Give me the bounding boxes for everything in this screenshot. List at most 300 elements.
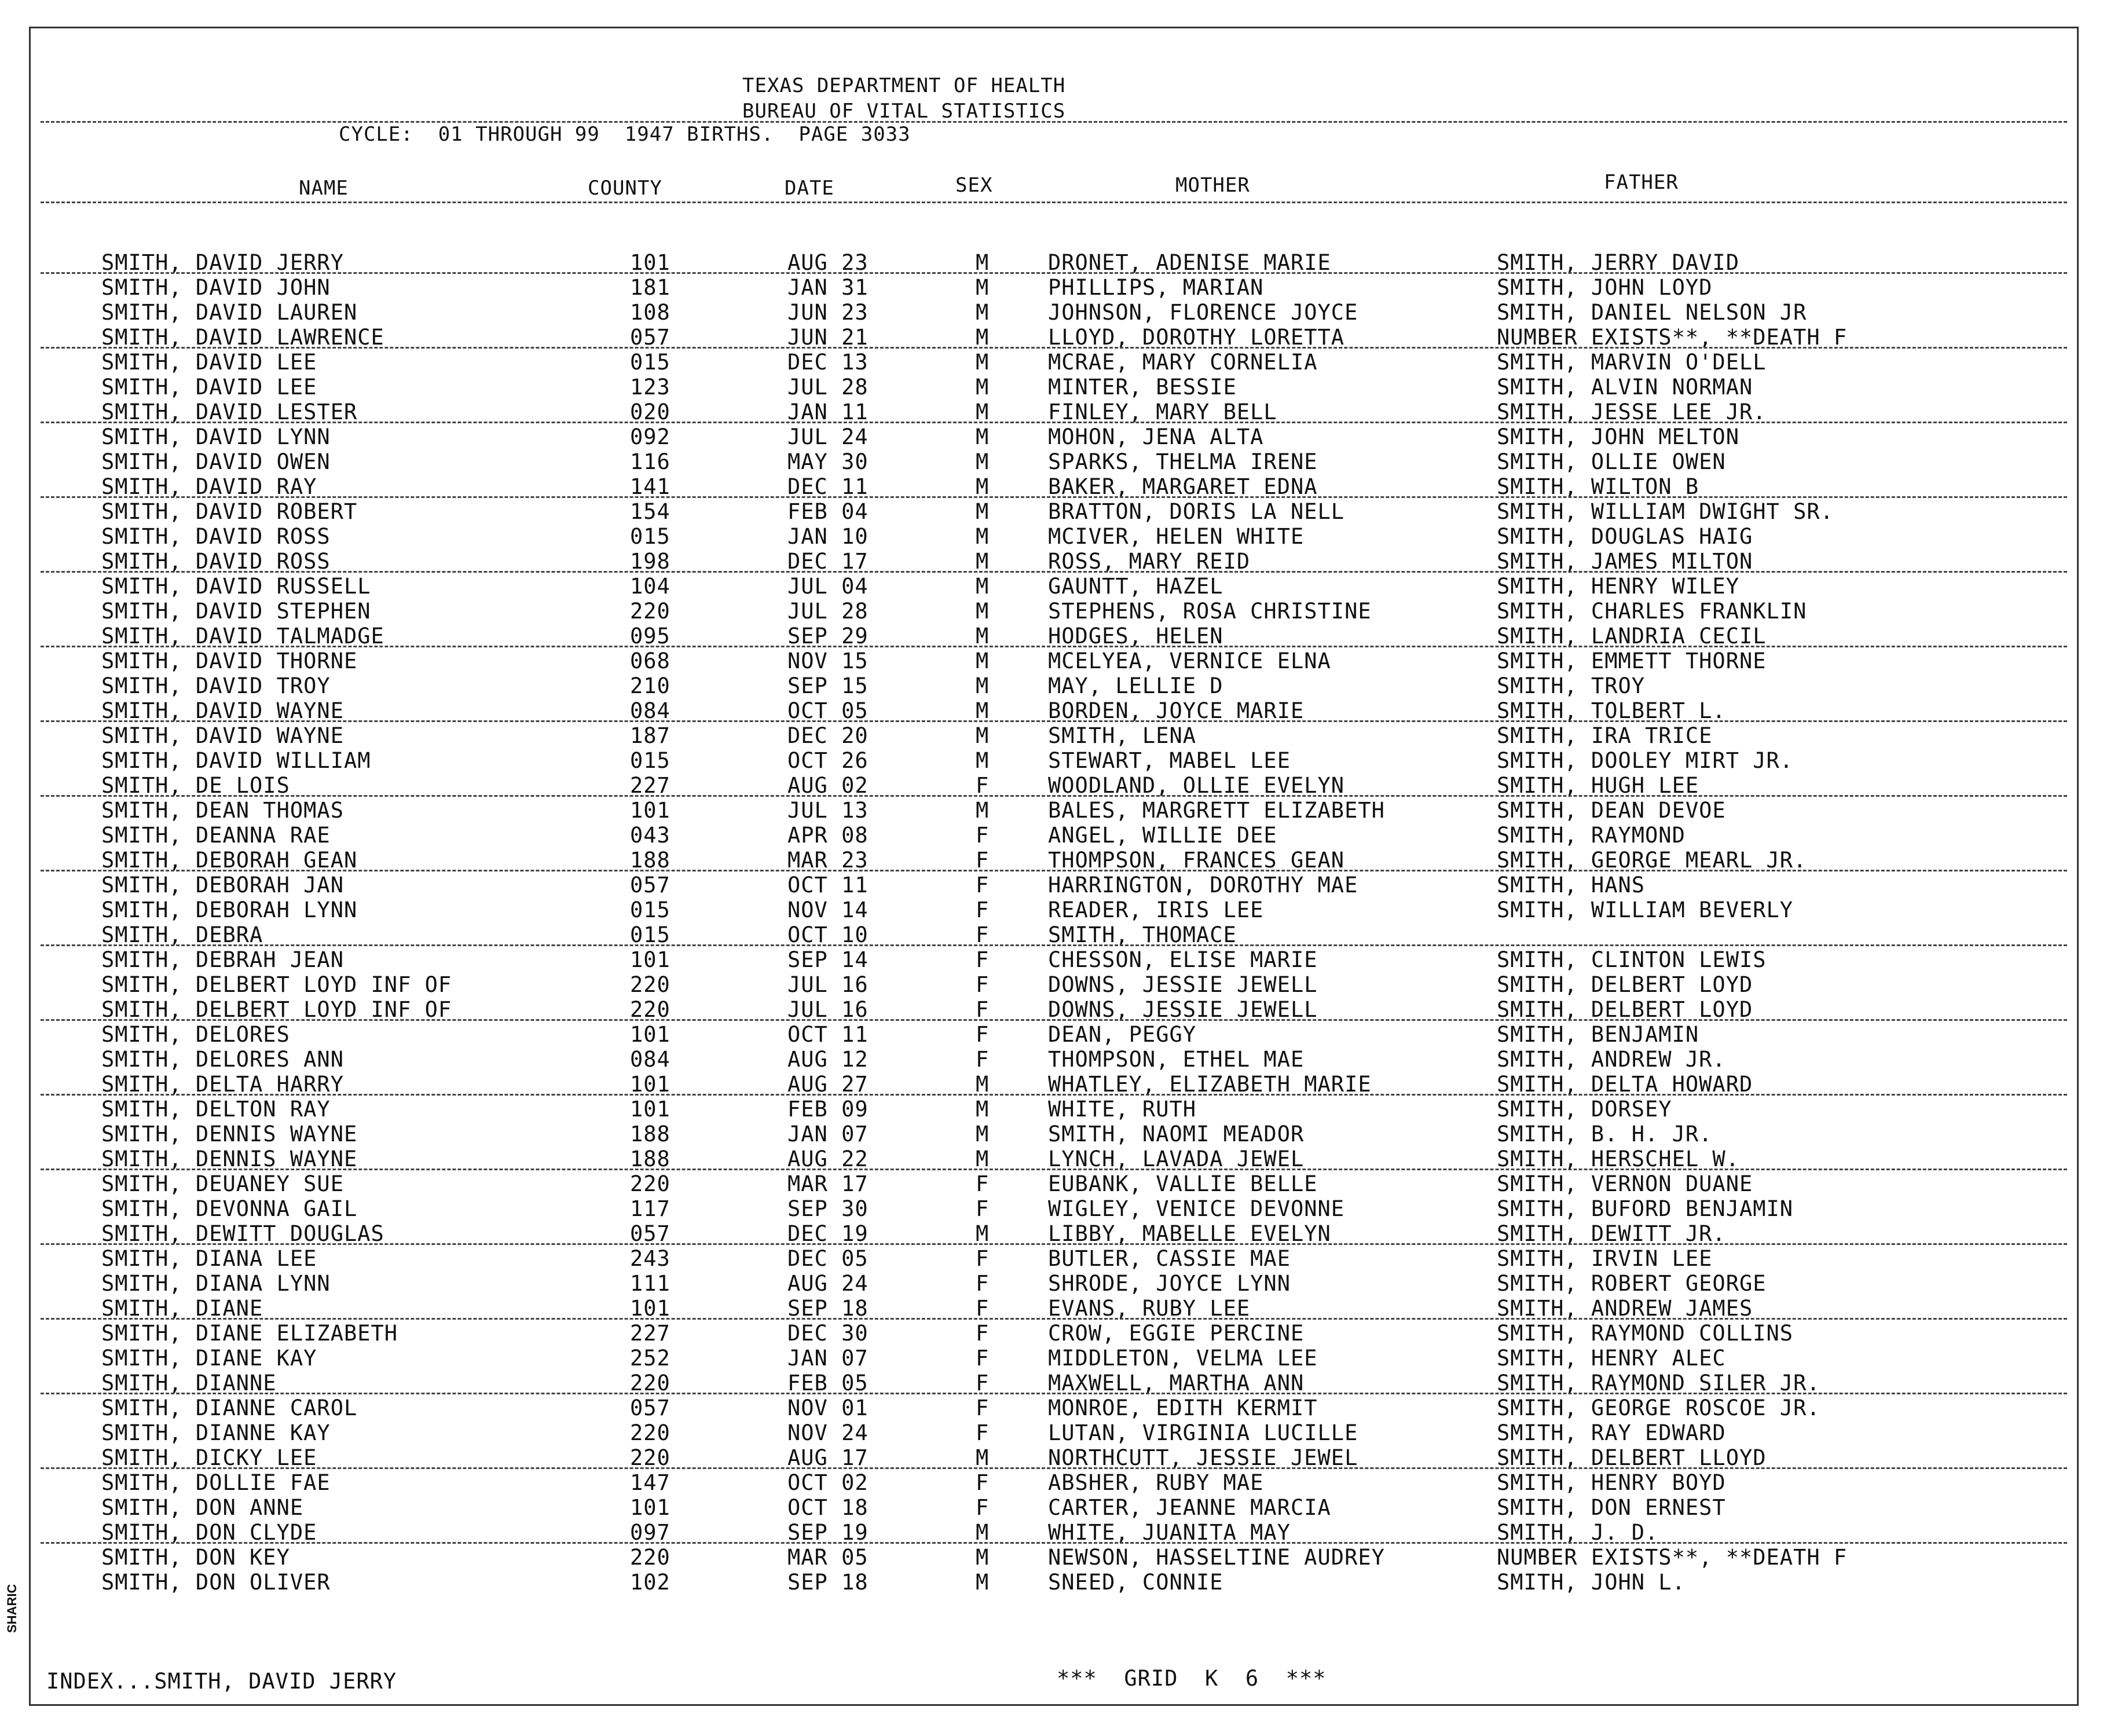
department-title: TEXAS DEPARTMENT OF HEALTH <box>742 74 1066 97</box>
cell-date: AUG 22 <box>787 1147 869 1171</box>
cell-county: 102 <box>630 1570 671 1595</box>
table-row <box>0 1221 2084 1246</box>
cell-sex: M <box>976 748 990 773</box>
cell-date: OCT 18 <box>787 1495 869 1520</box>
cell-mother: DOWNS, JESSIE JEWELL <box>1048 997 1318 1022</box>
cell-father: SMITH, DELBERT LOYD <box>1497 972 1753 997</box>
cell-county: 227 <box>630 773 671 798</box>
cell-name: SMITH, DENNIS WAYNE <box>101 1122 358 1147</box>
cell-date: NOV 24 <box>787 1420 869 1445</box>
cell-mother: LIBBY, MABELLE EVELYN <box>1048 1221 1331 1246</box>
row-group-divider <box>41 422 2067 423</box>
cell-mother: BALES, MARGRETT ELIZABETH <box>1048 798 1385 823</box>
table-row <box>0 300 2084 325</box>
cell-name: SMITH, DELORES <box>101 1022 290 1047</box>
table-row <box>0 350 2084 375</box>
cell-father: SMITH, DELBERT LLOYD <box>1497 1445 1767 1470</box>
cell-mother: EVANS, RUBY LEE <box>1048 1296 1251 1321</box>
bureau-title: BUREAU OF VITAL STATISTICS <box>742 100 1066 123</box>
cell-county: 227 <box>630 1321 671 1346</box>
cell-date: SEP 19 <box>787 1520 869 1545</box>
cell-sex: F <box>976 1346 990 1371</box>
cell-sex: F <box>976 848 990 873</box>
cell-date: JUL 24 <box>787 424 869 449</box>
table-row <box>0 1396 2084 1420</box>
cell-date: DEC 13 <box>787 350 869 375</box>
cell-county: 220 <box>630 1420 671 1445</box>
cell-county: 220 <box>630 997 671 1022</box>
cell-name: SMITH, DEWITT DOUGLAS <box>101 1221 384 1246</box>
cell-mother: ROSS, MARY REID <box>1048 549 1251 574</box>
cell-county: 108 <box>630 300 671 325</box>
cell-date: SEP 15 <box>787 673 869 698</box>
cell-mother: LYNCH, LAVADA JEWEL <box>1048 1147 1305 1171</box>
cell-sex: M <box>976 574 990 599</box>
cell-mother: CROW, EGGIE PERCINE <box>1048 1321 1305 1346</box>
cell-sex: F <box>976 823 990 848</box>
cell-father: SMITH, DORSEY <box>1497 1097 1672 1122</box>
cell-date: DEC 17 <box>787 549 869 574</box>
cell-county: 220 <box>630 1371 671 1396</box>
cell-date: NOV 14 <box>787 898 869 922</box>
cell-county: 111 <box>630 1271 671 1296</box>
cell-sex: F <box>976 898 990 922</box>
cell-mother: MCRAE, MARY CORNELIA <box>1048 350 1318 375</box>
table-row <box>0 424 2084 449</box>
cell-sex: M <box>976 250 990 275</box>
cell-mother: MOHON, JENA ALTA <box>1048 424 1264 449</box>
row-group-divider <box>41 347 2067 349</box>
cell-mother: DEAN, PEGGY <box>1048 1022 1197 1047</box>
cell-county: 220 <box>630 972 671 997</box>
cell-date: AUG 17 <box>787 1445 869 1470</box>
cell-sex: M <box>976 449 990 474</box>
cell-name: SMITH, DON ANNE <box>101 1495 304 1520</box>
cell-father: SMITH, HERSCHEL W. <box>1497 1147 1739 1171</box>
cell-father: SMITH, TROY <box>1497 673 1646 698</box>
side-mark: SHARIC <box>5 1584 19 1633</box>
cell-father: SMITH, J. D. <box>1497 1520 1659 1545</box>
column-header-divider <box>41 202 2067 203</box>
cell-sex: F <box>976 922 990 947</box>
cell-father: SMITH, JOHN L. <box>1497 1570 1686 1595</box>
row-group-divider <box>41 646 2067 647</box>
cell-name: SMITH, DAVID STEPHEN <box>101 599 371 624</box>
cell-sex: F <box>976 1495 990 1520</box>
cell-date: MAR 05 <box>787 1545 869 1570</box>
cell-father: SMITH, DEWITT JR. <box>1497 1221 1726 1246</box>
cell-father: SMITH, HENRY ALEC <box>1497 1346 1726 1371</box>
cell-name: SMITH, DELBERT LOYD INF OF <box>101 972 452 997</box>
table-row <box>0 375 2084 400</box>
cell-date: NOV 15 <box>787 649 869 673</box>
cell-county: 104 <box>630 574 671 599</box>
cell-sex: M <box>976 698 990 723</box>
cell-name: SMITH, DON CLYDE <box>101 1520 317 1545</box>
cell-father: SMITH, JESSE LEE JR. <box>1497 400 1767 424</box>
cell-county: 188 <box>630 1147 671 1171</box>
cell-father: SMITH, HENRY WILEY <box>1497 574 1739 599</box>
cell-date: FEB 09 <box>787 1097 869 1122</box>
row-group-divider <box>41 795 2067 797</box>
cell-county: 188 <box>630 1122 671 1147</box>
table-row <box>0 1545 2084 1570</box>
cell-name: SMITH, DOLLIE FAE <box>101 1470 331 1495</box>
cell-father: SMITH, WILLIAM DWIGHT SR. <box>1497 499 1834 524</box>
cell-name: SMITH, DEBRAH JEAN <box>101 947 344 972</box>
table-row <box>0 275 2084 300</box>
cell-father: SMITH, CHARLES FRANKLIN <box>1497 599 1807 624</box>
cell-name: SMITH, DON OLIVER <box>101 1570 331 1595</box>
table-row <box>0 1445 2084 1470</box>
row-group-divider <box>41 1019 2067 1021</box>
cell-county: 015 <box>630 350 671 375</box>
cell-mother: ABSHER, RUBY MAE <box>1048 1470 1264 1495</box>
cell-father: SMITH, TOLBERT L. <box>1497 698 1726 723</box>
cell-mother: THOMPSON, ETHEL MAE <box>1048 1047 1305 1072</box>
cell-sex: F <box>976 1470 990 1495</box>
cell-county: 057 <box>630 325 671 350</box>
cell-father: SMITH, MARVIN O'DELL <box>1497 350 1767 375</box>
cell-sex: M <box>976 599 990 624</box>
table-row <box>0 723 2084 748</box>
cell-date: JUL 16 <box>787 972 869 997</box>
cell-sex: M <box>976 624 990 649</box>
cell-mother: BUTLER, CASSIE MAE <box>1048 1246 1291 1271</box>
cell-name: SMITH, DAVID ROBERT <box>101 499 358 524</box>
cell-sex: F <box>976 1047 990 1072</box>
cell-mother: LLOYD, DOROTHY LORETTA <box>1048 325 1345 350</box>
cell-father: SMITH, CLINTON LEWIS <box>1497 947 1767 972</box>
cell-sex: F <box>976 947 990 972</box>
cell-date: JAN 07 <box>787 1122 869 1147</box>
table-row <box>0 1147 2084 1171</box>
cell-date: SEP 30 <box>787 1196 869 1221</box>
cell-date: JUL 28 <box>787 599 869 624</box>
cell-date: MAR 23 <box>787 848 869 873</box>
cell-mother: FINLEY, MARY BELL <box>1048 400 1277 424</box>
table-row <box>0 673 2084 698</box>
cell-name: SMITH, DAVID LAWRENCE <box>101 325 384 350</box>
table-row <box>0 1022 2084 1047</box>
cell-mother: WHATLEY, ELIZABETH MARIE <box>1048 1072 1372 1097</box>
table-row <box>0 1371 2084 1396</box>
cell-county: 015 <box>630 748 671 773</box>
cell-mother: STEPHENS, ROSA CHRISTINE <box>1048 599 1372 624</box>
table-row <box>0 250 2084 275</box>
cell-county: 252 <box>630 1346 671 1371</box>
table-row <box>0 1296 2084 1321</box>
cell-sex: F <box>976 1171 990 1196</box>
cell-mother: MAY, LELLIE D <box>1048 673 1223 698</box>
row-group-divider <box>41 571 2067 573</box>
cell-sex: M <box>976 723 990 748</box>
cell-mother: PHILLIPS, MARIAN <box>1048 275 1264 300</box>
cell-sex: F <box>976 1321 990 1346</box>
cell-sex: F <box>976 1420 990 1445</box>
column-header-county: COUNTY <box>588 177 662 200</box>
table-row <box>0 549 2084 574</box>
table-row <box>0 748 2084 773</box>
table-row <box>0 325 2084 350</box>
column-header-father: FATHER <box>1604 171 1679 194</box>
cell-mother: READER, IRIS LEE <box>1048 898 1264 922</box>
cell-mother: SPARKS, THELMA IRENE <box>1048 449 1318 474</box>
cell-father: SMITH, ANDREW JR. <box>1497 1047 1726 1072</box>
cell-name: SMITH, DAVID JERRY <box>101 250 344 275</box>
cell-sex: M <box>976 400 990 424</box>
cell-name: SMITH, DAVID LEE <box>101 350 317 375</box>
cell-name: SMITH, DAVID WILLIAM <box>101 748 371 773</box>
cell-father: SMITH, LANDRIA CECIL <box>1497 624 1767 649</box>
cell-county: 043 <box>630 823 671 848</box>
cell-sex: F <box>976 1246 990 1271</box>
cell-date: AUG 02 <box>787 773 869 798</box>
table-row <box>0 1246 2084 1271</box>
table-row <box>0 1097 2084 1122</box>
cell-date: MAY 30 <box>787 449 869 474</box>
cell-father: SMITH, ANDREW JAMES <box>1497 1296 1753 1321</box>
cell-mother: DOWNS, JESSIE JEWELL <box>1048 972 1318 997</box>
cell-mother: WHITE, JUANITA MAY <box>1048 1520 1291 1545</box>
column-header-name: NAME <box>299 177 349 200</box>
cell-mother: NEWSON, HASSELTINE AUDREY <box>1048 1545 1385 1570</box>
row-group-divider <box>41 720 2067 722</box>
cell-name: SMITH, DEBRA <box>101 922 263 947</box>
table-row <box>0 1196 2084 1221</box>
cell-county: 101 <box>630 1097 671 1122</box>
cell-date: FEB 04 <box>787 499 869 524</box>
cell-father: SMITH, RAYMOND <box>1497 823 1686 848</box>
cell-sex: M <box>976 673 990 698</box>
cell-name: SMITH, DIANNE CAROL <box>101 1396 358 1420</box>
cell-father: SMITH, IRA TRICE <box>1497 723 1713 748</box>
cell-mother: WHITE, RUTH <box>1048 1097 1197 1122</box>
cell-father: SMITH, DOOLEY MIRT JR. <box>1497 748 1794 773</box>
cell-name: SMITH, DE LOIS <box>101 773 290 798</box>
cell-name: SMITH, DIANA LEE <box>101 1246 317 1271</box>
cell-name: SMITH, DIANE ELIZABETH <box>101 1321 398 1346</box>
cell-county: 123 <box>630 375 671 400</box>
cell-name: SMITH, DIANE <box>101 1296 263 1321</box>
cell-father: SMITH, JERRY DAVID <box>1497 250 1739 275</box>
column-header-sex: SEX <box>955 174 993 197</box>
cell-date: SEP 18 <box>787 1570 869 1595</box>
cell-county: 101 <box>630 947 671 972</box>
cell-sex: F <box>976 1296 990 1321</box>
cell-mother: MCELYEA, VERNICE ELNA <box>1048 649 1331 673</box>
cell-county: 057 <box>630 1396 671 1420</box>
cell-mother: SHRODE, JOYCE LYNN <box>1048 1271 1291 1296</box>
cell-date: JUL 28 <box>787 375 869 400</box>
cell-father: SMITH, RAYMOND SILER JR. <box>1497 1371 1820 1396</box>
cell-mother: CHESSON, ELISE MARIE <box>1048 947 1318 972</box>
table-row <box>0 574 2084 599</box>
cell-sex: M <box>976 499 990 524</box>
table-row <box>0 798 2084 823</box>
cell-mother: WOODLAND, OLLIE EVELYN <box>1048 773 1345 798</box>
cell-mother: MIDDLETON, VELMA LEE <box>1048 1346 1318 1371</box>
cell-date: JUL 16 <box>787 997 869 1022</box>
cell-sex: M <box>976 1545 990 1570</box>
cell-county: 084 <box>630 698 671 723</box>
table-row <box>0 1495 2084 1520</box>
cell-father: SMITH, DEAN DEVOE <box>1497 798 1726 823</box>
table-row <box>0 1072 2084 1097</box>
cell-mother: WIGLEY, VENICE DEVONNE <box>1048 1196 1345 1221</box>
cell-name: SMITH, DAVID THORNE <box>101 649 358 673</box>
cell-name: SMITH, DENNIS WAYNE <box>101 1147 358 1171</box>
cell-county: 181 <box>630 275 671 300</box>
cell-date: JUN 21 <box>787 325 869 350</box>
cell-mother: STEWART, MABEL LEE <box>1048 748 1291 773</box>
cell-sex: F <box>976 997 990 1022</box>
row-group-divider <box>41 1467 2067 1469</box>
cell-name: SMITH, DON KEY <box>101 1545 290 1570</box>
cell-name: SMITH, DEBORAH JAN <box>101 873 344 898</box>
cell-mother: MCIVER, HELEN WHITE <box>1048 524 1305 549</box>
table-row <box>0 400 2084 424</box>
cell-county: 187 <box>630 723 671 748</box>
row-group-divider <box>41 870 2067 871</box>
cell-date: APR 08 <box>787 823 869 848</box>
cell-father: SMITH, JOHN MELTON <box>1497 424 1739 449</box>
row-group-divider <box>41 1393 2067 1394</box>
cell-county: 141 <box>630 474 671 499</box>
table-row <box>0 474 2084 499</box>
cell-sex: M <box>976 1221 990 1246</box>
table-row <box>0 599 2084 624</box>
cell-mother: CARTER, JEANNE MARCIA <box>1048 1495 1331 1520</box>
cell-father: SMITH, WILLIAM BEVERLY <box>1497 898 1794 922</box>
cell-sex: M <box>976 275 990 300</box>
cell-county: 220 <box>630 599 671 624</box>
cell-date: DEC 11 <box>787 474 869 499</box>
cell-name: SMITH, DEANNA RAE <box>101 823 331 848</box>
cell-date: JUL 04 <box>787 574 869 599</box>
column-header-mother: MOTHER <box>1175 174 1250 197</box>
cell-father: SMITH, ROBERT GEORGE <box>1497 1271 1767 1296</box>
cell-sex: F <box>976 1196 990 1221</box>
cell-date: SEP 18 <box>787 1296 869 1321</box>
cell-father: SMITH, JAMES MILTON <box>1497 549 1753 574</box>
cell-mother: BORDEN, JOYCE MARIE <box>1048 698 1305 723</box>
cell-county: 117 <box>630 1196 671 1221</box>
cell-sex: F <box>976 1371 990 1396</box>
cell-name: SMITH, DELORES ANN <box>101 1047 344 1072</box>
cell-mother: SMITH, NAOMI MEADOR <box>1048 1122 1305 1147</box>
row-group-divider <box>41 1542 2067 1544</box>
cell-sex: M <box>976 1097 990 1122</box>
cell-father: SMITH, DANIEL NELSON JR <box>1497 300 1807 325</box>
table-row <box>0 1047 2084 1072</box>
cell-date: AUG 27 <box>787 1072 869 1097</box>
cell-mother: THOMPSON, FRANCES GEAN <box>1048 848 1345 873</box>
cell-date: OCT 26 <box>787 748 869 773</box>
cell-county: 154 <box>630 499 671 524</box>
row-group-divider <box>41 272 2067 274</box>
cell-county: 220 <box>630 1171 671 1196</box>
table-row <box>0 1570 2084 1595</box>
cell-sex: F <box>976 972 990 997</box>
cell-mother: HODGES, HELEN <box>1048 624 1223 649</box>
cell-date: JAN 10 <box>787 524 869 549</box>
table-row <box>0 1346 2084 1371</box>
table-row <box>0 773 2084 798</box>
cell-sex: M <box>976 1122 990 1147</box>
cell-date: SEP 29 <box>787 624 869 649</box>
table-row <box>0 524 2084 549</box>
cell-father: SMITH, B. H. JR. <box>1497 1122 1713 1147</box>
cell-date: OCT 11 <box>787 1022 869 1047</box>
cell-name: SMITH, DAVID RAY <box>101 474 317 499</box>
cell-date: MAR 17 <box>787 1171 869 1196</box>
cell-mother: LUTAN, VIRGINIA LUCILLE <box>1048 1420 1358 1445</box>
cell-date: AUG 23 <box>787 250 869 275</box>
cell-county: 015 <box>630 524 671 549</box>
table-row <box>0 1122 2084 1147</box>
cell-mother: NORTHCUTT, JESSIE JEWEL <box>1048 1445 1358 1470</box>
cell-name: SMITH, DAVID JOHN <box>101 275 331 300</box>
cell-father: SMITH, BUFORD BENJAMIN <box>1497 1196 1794 1221</box>
cell-father: SMITH, OLLIE OWEN <box>1497 449 1726 474</box>
table-row <box>0 698 2084 723</box>
cell-name: SMITH, DIANNE KAY <box>101 1420 331 1445</box>
cell-father: SMITH, VERNON DUANE <box>1497 1171 1753 1196</box>
cell-name: SMITH, DELBERT LOYD INF OF <box>101 997 452 1022</box>
table-row <box>0 997 2084 1022</box>
cell-county: 198 <box>630 549 671 574</box>
cell-name: SMITH, DAVID TROY <box>101 673 331 698</box>
cell-sex: M <box>976 1520 990 1545</box>
cell-father: SMITH, GEORGE ROSCOE JR. <box>1497 1396 1820 1420</box>
cell-father: SMITH, HENRY BOYD <box>1497 1470 1726 1495</box>
cell-sex: M <box>976 1072 990 1097</box>
row-group-divider <box>41 1094 2067 1096</box>
cell-mother: SMITH, THOMACE <box>1048 922 1237 947</box>
cell-sex: M <box>976 375 990 400</box>
cell-mother: ANGEL, WILLIE DEE <box>1048 823 1277 848</box>
cell-name: SMITH, DEBORAH LYNN <box>101 898 358 922</box>
cell-name: SMITH, DAVID TALMADGE <box>101 624 384 649</box>
cell-date: JAN 31 <box>787 275 869 300</box>
cell-father: SMITH, WILTON B <box>1497 474 1699 499</box>
cell-county: 068 <box>630 649 671 673</box>
row-group-divider <box>41 1243 2067 1245</box>
cell-date: JAN 07 <box>787 1346 869 1371</box>
column-header-date: DATE <box>785 177 834 200</box>
cell-county: 101 <box>630 1495 671 1520</box>
cell-date: OCT 05 <box>787 698 869 723</box>
table-row <box>0 1420 2084 1445</box>
cell-county: 020 <box>630 400 671 424</box>
cell-date: FEB 05 <box>787 1371 869 1396</box>
cell-county: 101 <box>630 1296 671 1321</box>
cell-sex: M <box>976 474 990 499</box>
cell-county: 147 <box>630 1470 671 1495</box>
cell-sex: M <box>976 1147 990 1171</box>
cell-name: SMITH, DAVID LEE <box>101 375 317 400</box>
cell-name: SMITH, DAVID LESTER <box>101 400 358 424</box>
cell-father: SMITH, JOHN LOYD <box>1497 275 1713 300</box>
cell-father: NUMBER EXISTS**, **DEATH F <box>1497 1545 1848 1570</box>
cell-name: SMITH, DEBORAH GEAN <box>101 848 358 873</box>
cell-county: 015 <box>630 898 671 922</box>
cell-date: OCT 11 <box>787 873 869 898</box>
cell-father: NUMBER EXISTS**, **DEATH F <box>1497 325 1848 350</box>
table-row <box>0 947 2084 972</box>
cell-name: SMITH, DAVID WAYNE <box>101 723 344 748</box>
